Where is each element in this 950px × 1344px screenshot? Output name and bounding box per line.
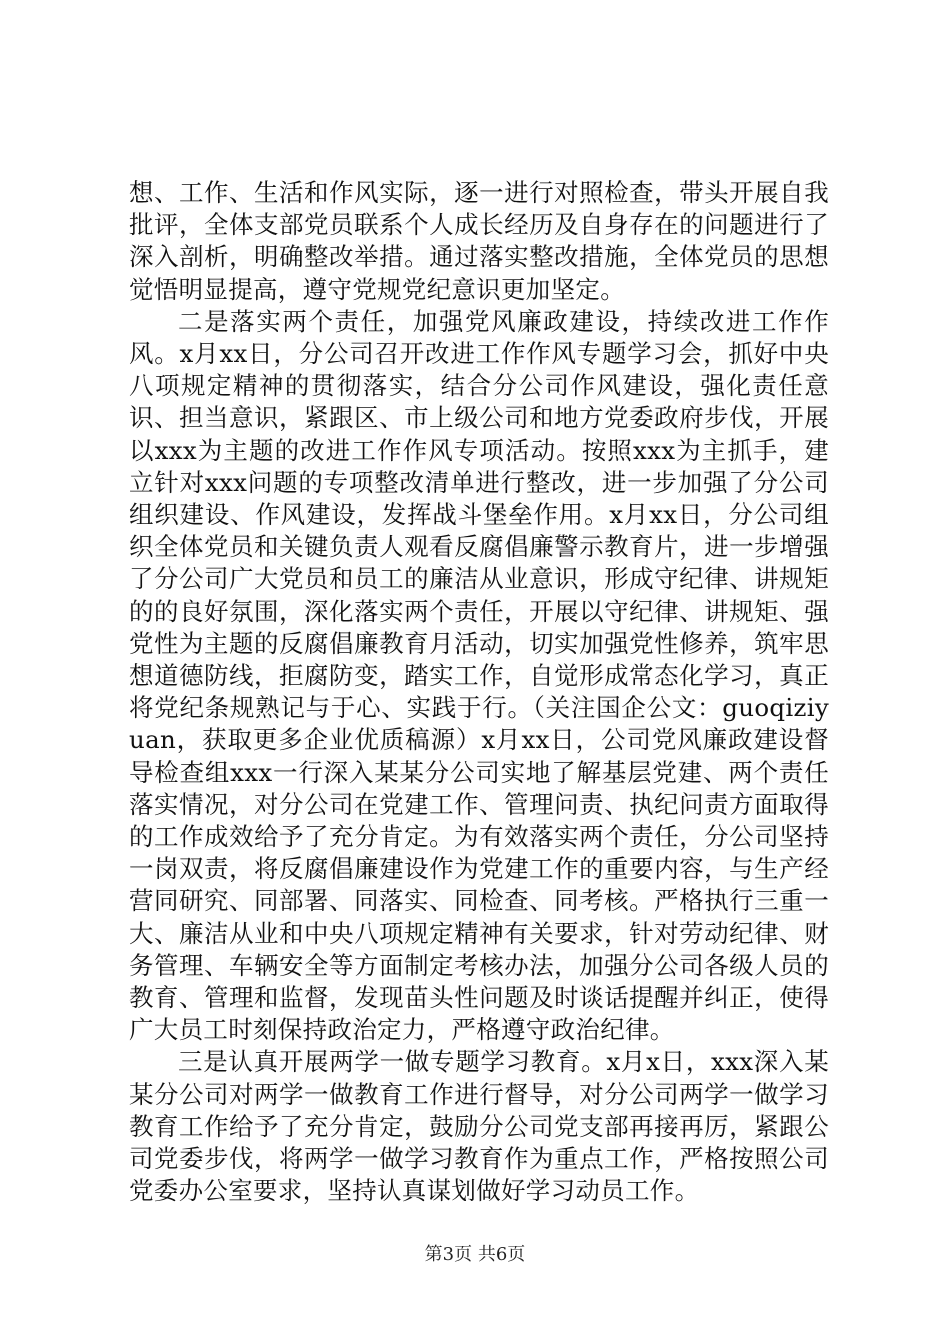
- paragraph: 三是认真开展两学一做专题学习教育。x月x日，xxx深入某某分公司对两学一做教育工作进行督导，对分公司两学一做学习教育工作给予了充分肯定，鼓励分公司党支部再接再厉，紧跟公司党委步伐，将两学一做学习教育作为重点工作，严格按照公司党委办公室要求，坚持认真谋划做好学习动员工作。: [129, 1047, 829, 1206]
- paragraph: 想、工作、生活和作风实际，逐一进行对照检查，带头开展自我批评，全体支部党员联系个人成长经历及自身存在的问题进行了深入剖析，明确整改举措。通过落实整改措施，全体党员的思想觉悟明显提高，遵守党规党纪意识更加坚定。: [129, 178, 829, 304]
- body-text: [129, 177, 829, 1208]
- paragraph: 二是落实两个责任，加强党风廉政建设，持续改进工作作风。x月xx日，分公司召开改进工作作风专题学习会，抓好中央八项规定精神的贯彻落实，结合分公司作风建设，强化责任意识、担当意识，紧跟区、市上级公司和地方党委政府步伐，开展以xxx为主题的改进工作作风专项活动。按照xxx为主抓手，建立针对xxx问题的专项整改清单进行整改，进一步加强了分公司组织建设、作风建设，发挥战斗堡垒作用。x月xx日，分公司组织全体党员和关键负责人观看反腐倡廉警示教育片，进一步增强了分公司广大党员和员工的廉洁从业意识，形成守纪律、讲规矩的的良好氛围，深化落实两个责任，开展以守纪律、讲规矩、强党性为主题的反腐倡廉教育月活动，切实加强党性修养，筑牢思想道德防线，拒腐防变，踏实工作，自觉形成常态化学习，真正将党纪条规熟记与于心、实践于行。（关注国企公文：guoqiziyuan，获取更多企业优质稿源）x月xx日，公司党风廉政建设督导检查组xxx一行深入某某分公司实地了解基层党建、两个责任落实情况，对分公司在党建工作、管理问责、执纪问责方面取得的工作成效给予了充分肯定。为有效落实两个责任，分公司坚持一岗双责，将反腐倡廉建设作为党建工作的重要内容，与生产经营同研究、同部署、同落实、同检查、同考核。严格执行三重一大、廉洁从业和中央八项规定精神有关要求，针对劳动纪律、财务管理、车辆安全等方面制定考核办法，加强分公司各级人员的教育、管理和监督，发现苗头性问题及时谈话提醒并纠正，使得广大员工时刻保持政治定力，严格遵守政治纪律。: [129, 306, 829, 1045]
- page-footer: 第3页 共6页: [424, 1244, 526, 1265]
